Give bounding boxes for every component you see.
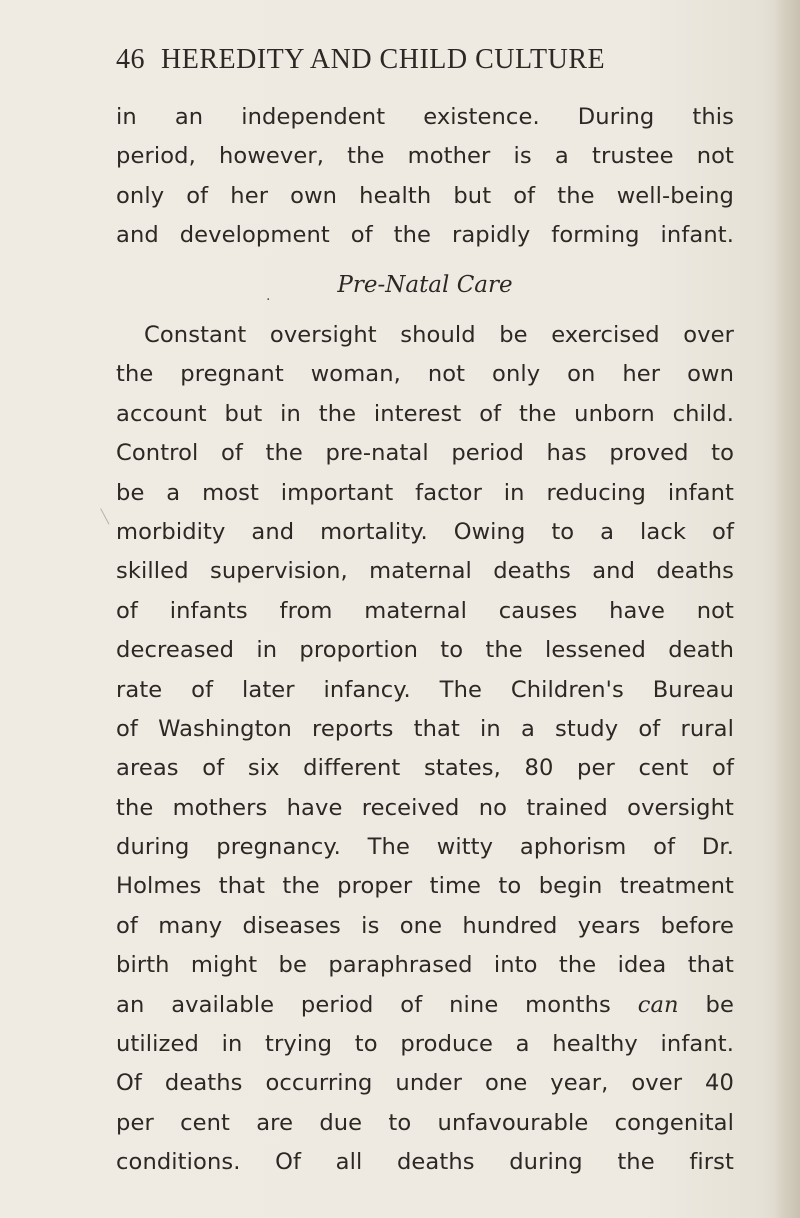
text-line: Holmes that the proper time to begin treatment <box>116 873 734 900</box>
section-subheading <box>116 272 734 304</box>
text-line: morbidity and mortality. Owing to a lack of <box>116 518 734 545</box>
text-line: of Washington reports that in a study of rural <box>116 715 734 742</box>
text-fragment: an available period of nine months <box>116 991 611 1018</box>
paragraph-2 <box>116 316 734 1183</box>
text-line: account but in the interest of the unborn child. <box>116 400 734 427</box>
text-line: areas of six different states, 80 per cent of <box>116 755 734 782</box>
text-line: period, however, the mother is a trustee not <box>116 143 734 170</box>
text-line: in an independent existence. During this <box>116 104 734 130</box>
text-line: Control of the pre-natal period has proved to <box>116 440 734 467</box>
text-line-with-italic <box>116 986 734 1025</box>
text-line: Constant oversight should be exercised over <box>144 322 734 348</box>
text-line: and development of the rapidly forming infant. <box>116 222 734 249</box>
text-line: Of deaths occurring under one year, over 40 <box>116 1070 734 1097</box>
text-line: be a most important factor in reducing infant <box>116 479 734 506</box>
running-title: HEREDITY AND CHILD CULTURE <box>161 44 606 75</box>
text-fragment: be <box>705 991 734 1018</box>
text-line: rate of later infancy. The Children's Bureau <box>116 676 734 703</box>
text-line: of many diseases is one hundred years before <box>116 912 734 939</box>
text-line: conditions. Of all deaths during the first <box>116 1149 734 1176</box>
margin-mark <box>100 505 115 524</box>
text-line: during pregnancy. The witty aphorism of Dr. <box>116 834 734 861</box>
text-line: birth might be paraphrased into the idea that <box>116 952 734 979</box>
text-line: only of her own health but of the well-being <box>116 182 734 209</box>
text-line: decreased in proportion to the lessened death <box>116 637 734 664</box>
page-number: 46 <box>116 44 145 75</box>
text-line: the mothers have received no trained oversight <box>116 794 734 821</box>
subheading-title: Pre-Natal Care <box>337 272 513 298</box>
text-line: the pregnant woman, not only on her own <box>116 361 734 388</box>
running-head <box>116 44 676 76</box>
text-line: per cent are due to unfavourable congenital <box>116 1109 734 1136</box>
page-edge-shadow <box>774 0 800 1218</box>
text-line: utilized in trying to produce a healthy infant. <box>116 1031 734 1058</box>
text-line: of infants from maternal causes have not <box>116 597 734 624</box>
paragraph-1 <box>116 98 734 256</box>
stray-dot: . <box>266 288 271 304</box>
italic-word: can <box>637 991 679 1018</box>
text-line: skilled supervision, maternal deaths and deaths <box>116 558 734 585</box>
